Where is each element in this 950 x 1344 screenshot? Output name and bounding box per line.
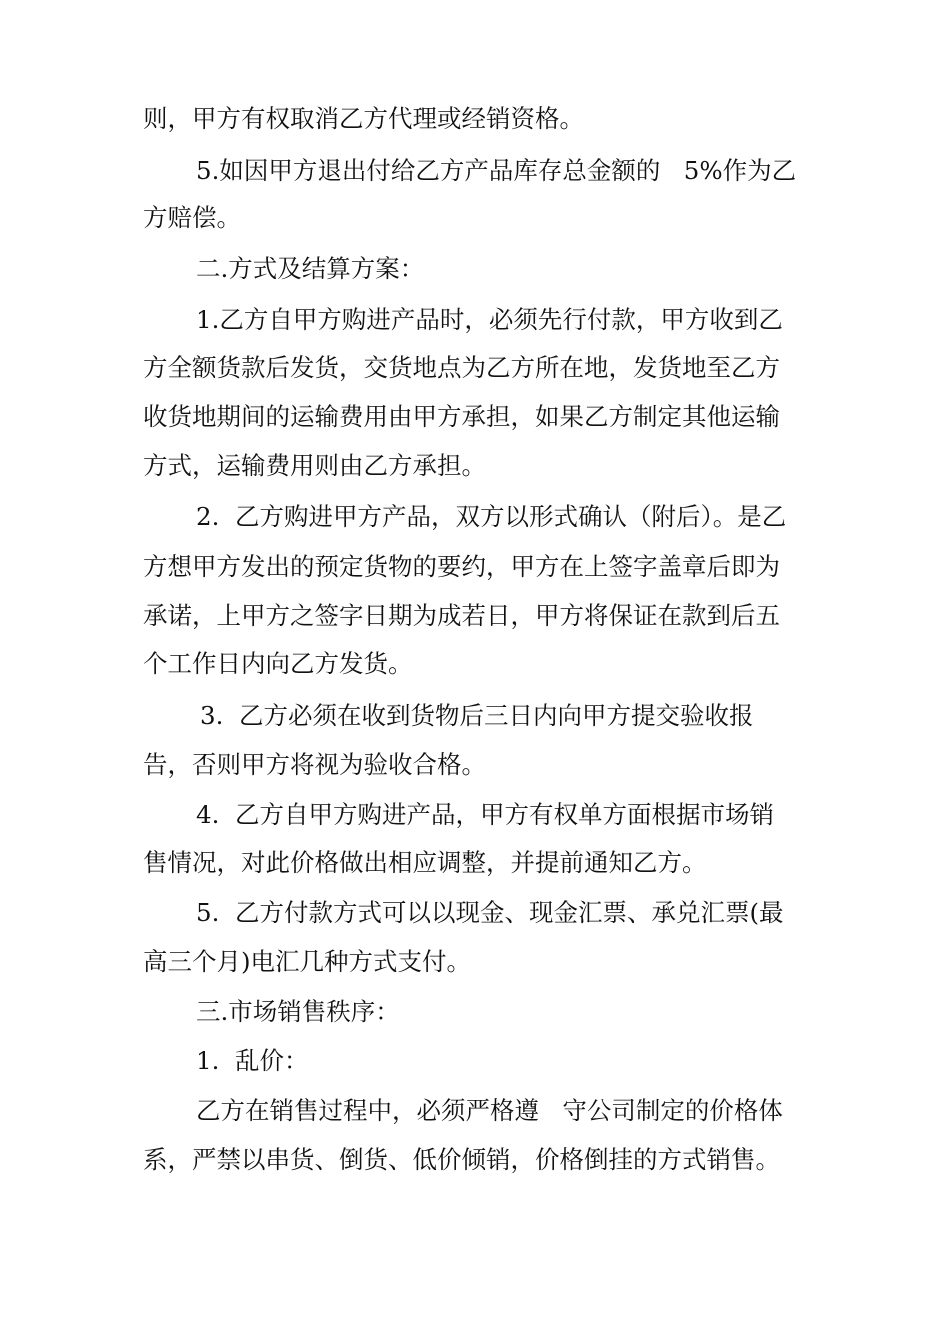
subsection-heading: 1. 乱价： bbox=[196, 1046, 309, 1075]
paragraph-line: 4. 乙方自甲方购进产品，甲方有权单方面根据市场销 bbox=[196, 800, 774, 829]
paragraph-line: 售情况，对此价格做出相应调整，并提前通知乙方。 bbox=[143, 848, 707, 877]
paragraph-line: 高三个月)电汇几种方式支付。 bbox=[143, 947, 472, 976]
paragraph-line: 承诺，上甲方之签字日期为成若日，甲方将保证在款到后五 bbox=[143, 601, 780, 630]
section-heading: 二.方式及结算方案： bbox=[196, 254, 425, 283]
paragraph-line: 2. 乙方购进甲方产品，双方以形式确认（附后）。是乙 bbox=[196, 502, 787, 531]
section-heading: 三.市场销售秩序： bbox=[196, 997, 400, 1026]
paragraph-line: 则，甲方有权取消乙方代理或经销资格。 bbox=[143, 104, 584, 133]
paragraph-line: 方式，运输费用则由乙方承担。 bbox=[143, 451, 486, 480]
paragraph-line: 方全额货款后发货，交货地点为乙方所在地，发货地至乙方 bbox=[143, 353, 780, 382]
paragraph-line: 方想甲方发出的预定货物的要约，甲方在上签字盖章后即为 bbox=[143, 552, 780, 581]
paragraph-line: 告，否则甲方将视为验收合格。 bbox=[143, 750, 486, 779]
paragraph-line: 个工作日内向乙方发货。 bbox=[143, 649, 413, 678]
paragraph-line: 系，严禁以串货、倒货、低价倾销，价格倒挂的方式销售。 bbox=[143, 1145, 780, 1174]
paragraph-line: 1.乙方自甲方购进产品时，必须先行付款，甲方收到乙 bbox=[196, 305, 783, 334]
paragraph-line: 乙方在销售过程中，必须严格遵 守公司制定的价格体 bbox=[196, 1096, 783, 1125]
paragraph-line: 收货地期间的运输费用由甲方承担，如果乙方制定其他运输 bbox=[143, 402, 780, 431]
paragraph-line: 方赔偿。 bbox=[143, 203, 241, 232]
paragraph-line: 3. 乙方必须在收到货物后三日内向甲方提交验收报 bbox=[200, 701, 754, 730]
paragraph-line: 5.如因甲方退出付给乙方产品库存总金额的 5%作为乙 bbox=[196, 156, 797, 185]
paragraph-line: 5. 乙方付款方式可以以现金、现金汇票、承兑汇票(最 bbox=[196, 898, 784, 927]
